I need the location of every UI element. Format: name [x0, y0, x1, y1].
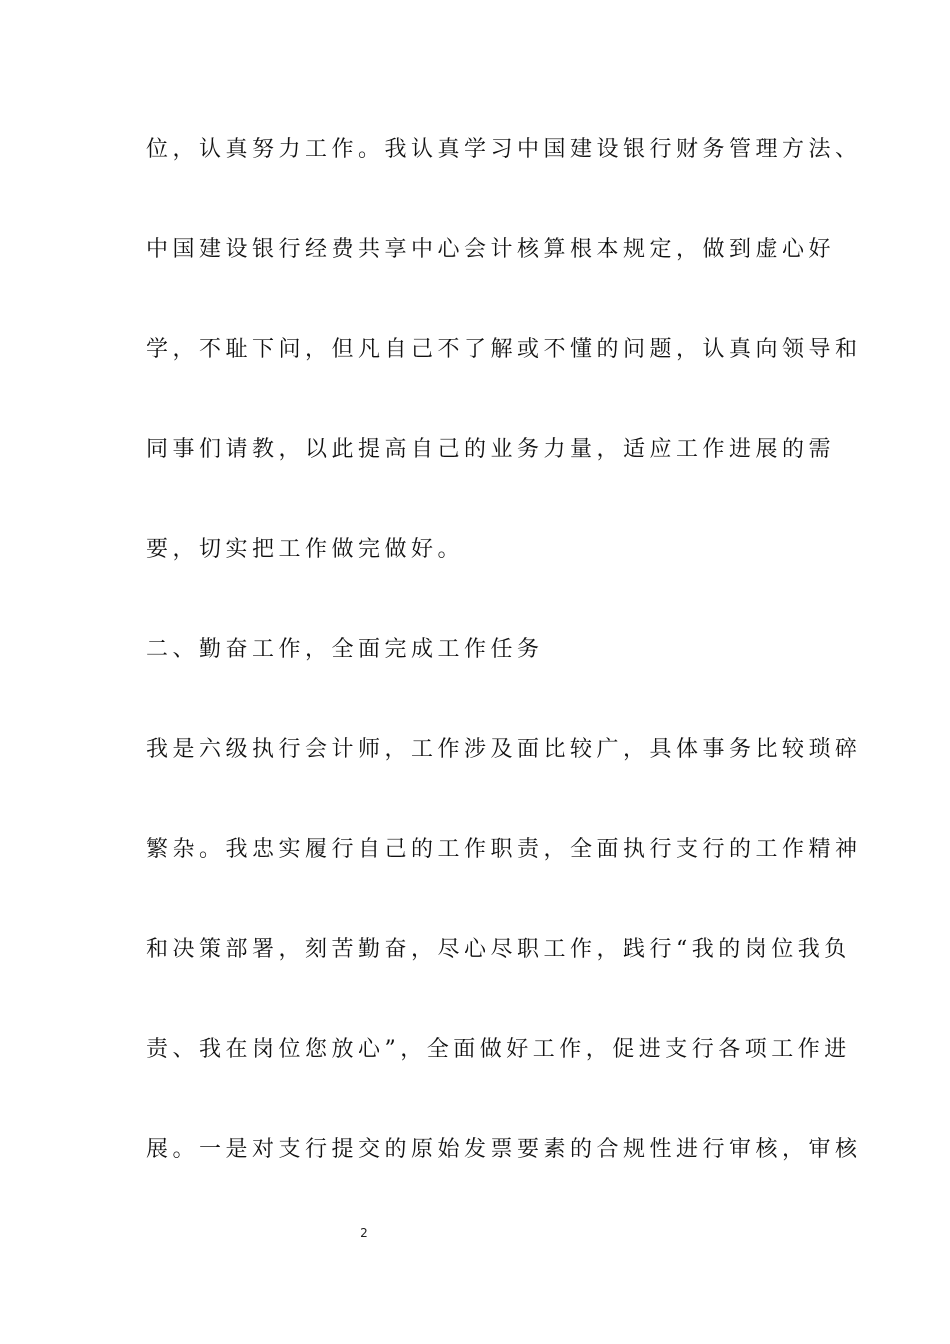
text-line-2: 中国建设银行经费共享中心会计核算根本规定，做到虚心好 [146, 237, 836, 262]
text-line-11: 展。一是对支行提交的原始发票要素的合规性进行审核，审核 [146, 1137, 862, 1162]
text-line-10: 责、我在岗位您放心”，全面做好工作，促进支行各项工作进 [146, 1037, 851, 1062]
text-line-1: 位，认真努力工作。我认真学习中国建设银行财务管理方法、 [146, 137, 862, 162]
text-line-9: 和决策部署，刻苦勤奋，尽心尽职工作，践行“我的岗位我负 [146, 937, 851, 962]
page-number: 2 [360, 1226, 368, 1240]
text-line-5: 要，切实把工作做完做好。 [146, 537, 465, 562]
text-line-7: 我是六级执行会计师，工作涉及面比较广，具体事务比较琐碎 [146, 737, 862, 762]
section-heading: 二、勤奋工作，全面完成工作任务 [146, 637, 544, 662]
text-line-3: 学，不耻下问，但凡自己不了解或不懂的问题，认真向领导和 [146, 337, 862, 362]
text-line-8: 繁杂。我忠实履行自己的工作职责，全面执行支行的工作精神 [146, 837, 862, 862]
body-text [146, 122, 862, 1222]
text-line-4: 同事们请教，以此提高自己的业务力量，适应工作进展的需 [146, 437, 836, 462]
